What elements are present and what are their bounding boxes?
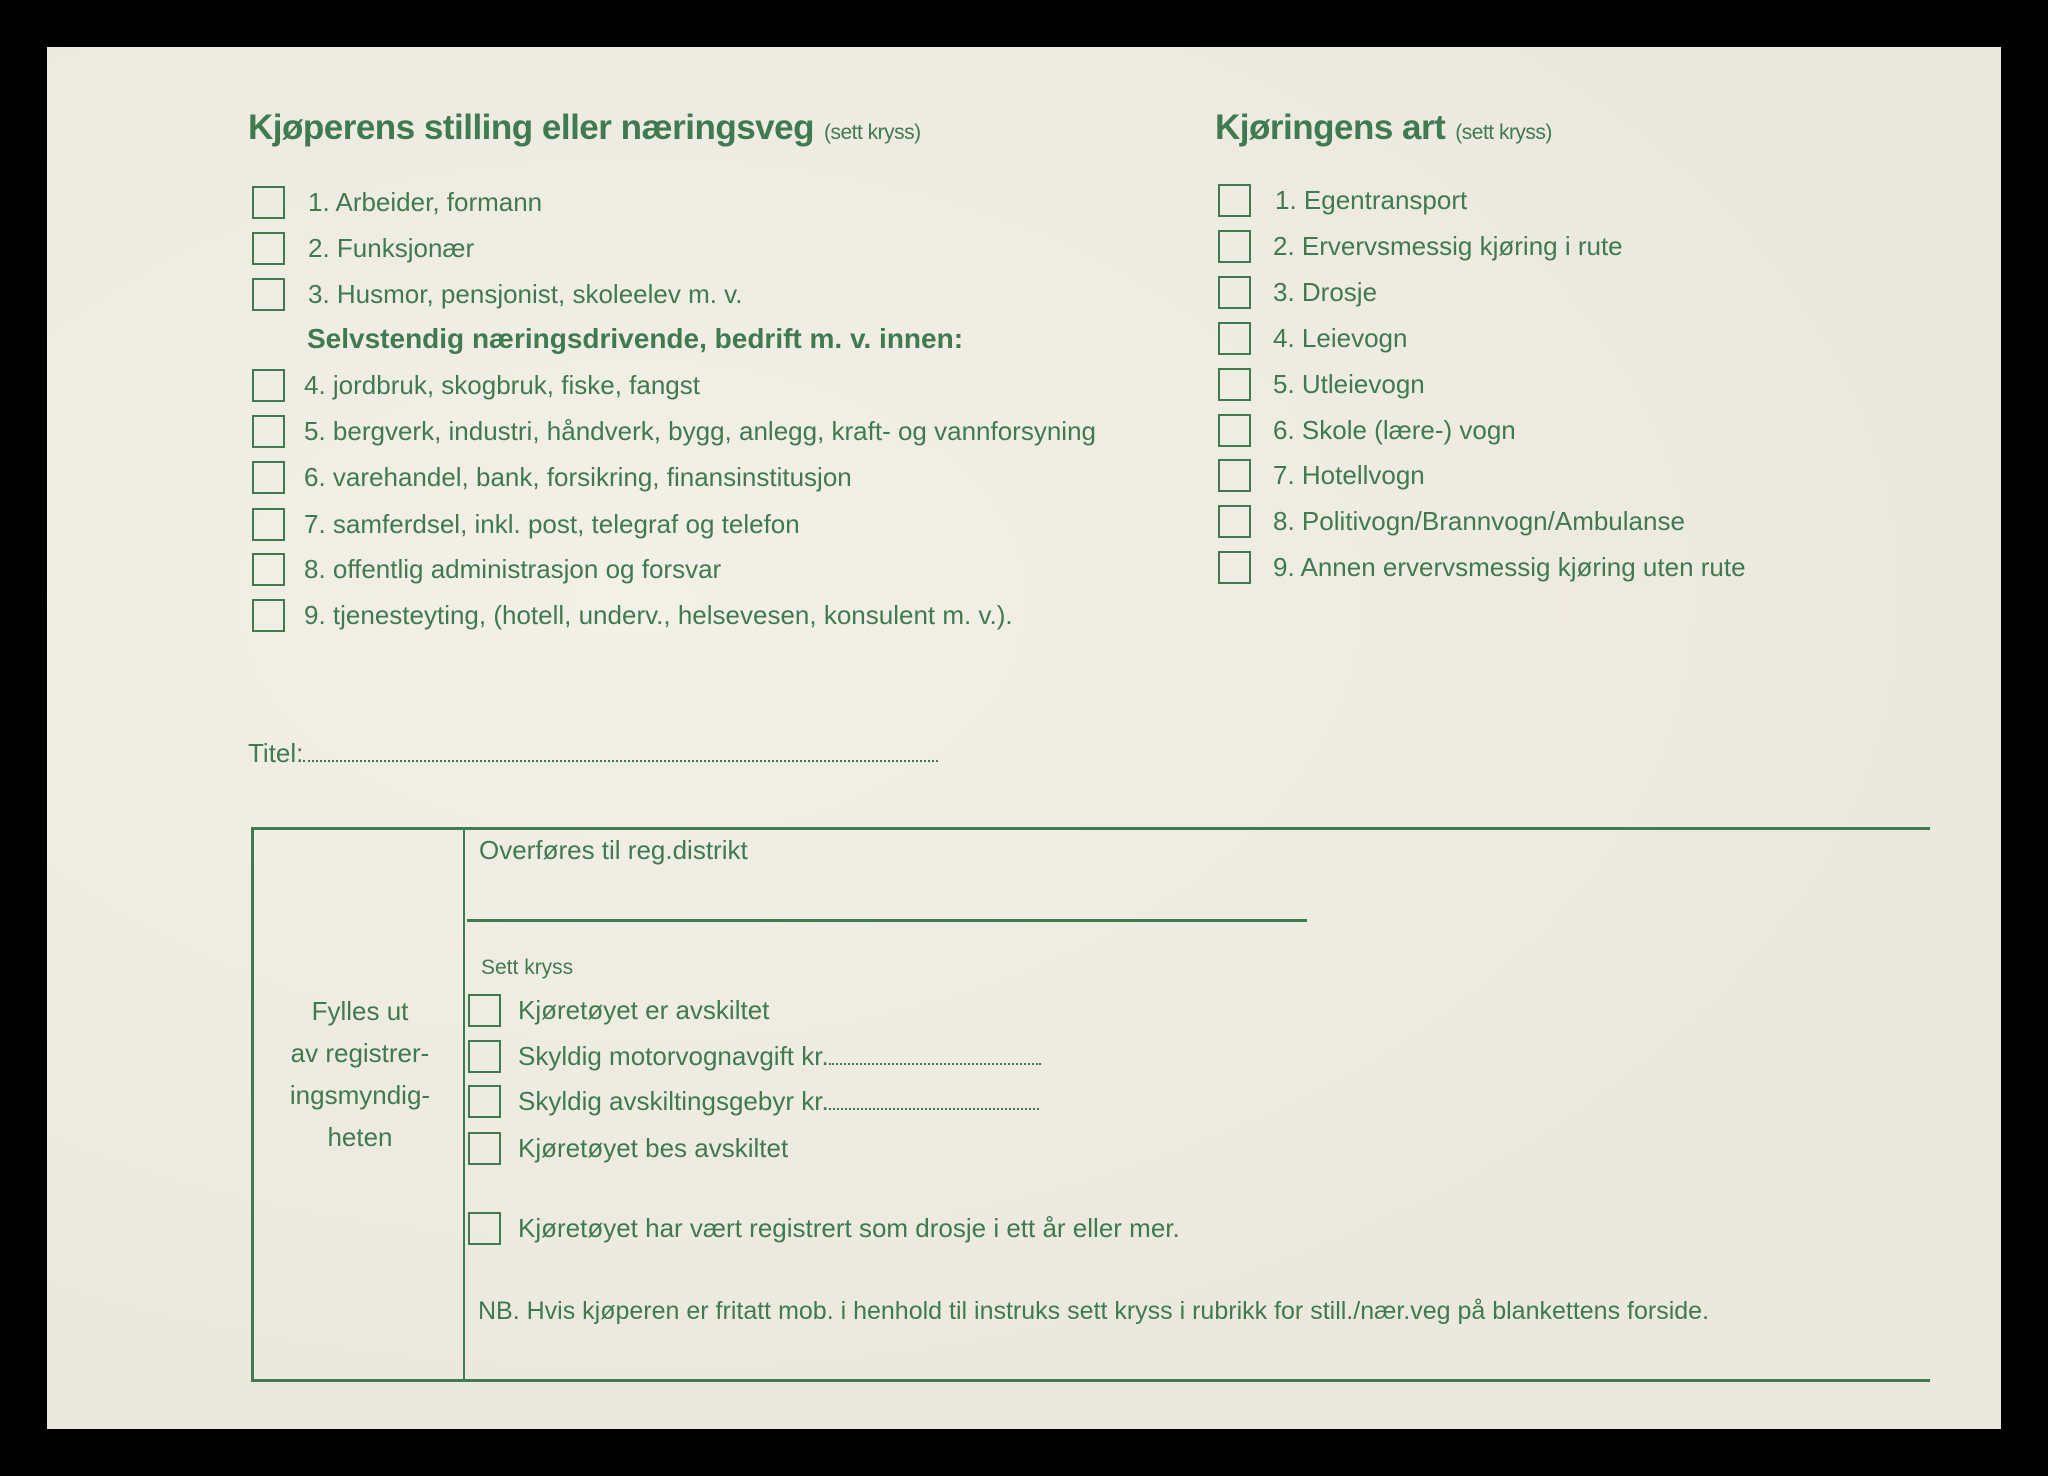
taxi-registration-checkbox[interactable] <box>468 1212 501 1245</box>
transfer-district-input-line[interactable] <box>467 919 1307 922</box>
heading-text: Kjøringens art <box>1215 108 1446 147</box>
occupation-checkbox-3[interactable] <box>252 278 285 311</box>
driving-type-label-9: 9. Annen ervervsmessig kjøring uten rute <box>1273 552 1746 582</box>
side-label-line: ingsmyndig- <box>289 1080 431 1110</box>
driving-type-label-6: 6. Skole (lære-) vogn <box>1273 415 1516 445</box>
driving-type-checkbox-8[interactable] <box>1218 505 1251 538</box>
occupation-checkbox-2[interactable] <box>252 232 285 265</box>
office-checkbox-4[interactable] <box>468 1132 501 1165</box>
driving-type-checkbox-6[interactable] <box>1218 414 1251 447</box>
driving-type-label-3: 3. Drosje <box>1273 277 1378 307</box>
occupation-checkbox-8[interactable] <box>252 553 285 586</box>
amount-dotted-line[interactable] <box>829 1108 1039 1110</box>
occupation-label-5: 5. bergverk, industri, håndverk, bygg, anlegg, kraft- og vannforsyning <box>304 416 1096 446</box>
box-left-border <box>251 827 254 1382</box>
driving-type-label-4: 4. Leievogn <box>1273 323 1408 353</box>
taxi-registration-label: Kjøretøyet har vært registrert som drosje i ett år eller mer. <box>518 1213 1180 1243</box>
driving-type-checkbox-3[interactable] <box>1218 276 1251 309</box>
office-checkbox-3[interactable] <box>468 1085 501 1118</box>
side-label-line: heten <box>327 1122 393 1152</box>
occupation-checkbox-1[interactable] <box>252 186 285 219</box>
driving-type-checkbox-9[interactable] <box>1218 551 1251 584</box>
occupation-checkbox-4[interactable] <box>252 369 285 402</box>
transfer-district-label: Overføres til reg.distrikt <box>479 835 748 865</box>
driving-type-checkbox-4[interactable] <box>1218 322 1251 355</box>
title-dotted-line[interactable] <box>303 760 938 762</box>
driving-type-label-7: 7. Hotellvogn <box>1273 460 1425 490</box>
driving-type-checkbox-2[interactable] <box>1218 230 1251 263</box>
driving-type-label-1: 1. Egentransport <box>1275 185 1468 215</box>
occupation-label-3: 3. Husmor, pensjonist, skoleelev m. v. <box>308 279 743 309</box>
occupation-checkbox-5[interactable] <box>252 415 285 448</box>
check-instruction: Sett kryss <box>481 956 574 979</box>
heading-text: Kjøperens stilling eller næringsveg <box>248 108 814 147</box>
title-label: Titel: <box>248 738 304 768</box>
office-check-label-2: Skyldig motorvognavgift kr. <box>518 1041 829 1071</box>
driving-type-checkbox-1[interactable] <box>1218 184 1251 217</box>
nb-note: NB. Hvis kjøperen er fritatt mob. i henhold til instruks sett kryss i rubrikk for still./nær.veg på blankettens forside. <box>478 1297 1710 1325</box>
title-field[interactable] <box>248 738 938 769</box>
occupation-label-1: 1. Arbeider, formann <box>308 187 543 217</box>
box-bottom-border <box>252 1379 1930 1382</box>
occupation-label-8: 8. offentlig administrasjon og forsvar <box>304 554 722 584</box>
heading-note: (sett kryss) <box>823 121 921 144</box>
occupation-checkbox-7[interactable] <box>252 508 285 541</box>
occupation-label-7: 7. samferdsel, inkl. post, telegraf og telefon <box>304 509 800 539</box>
driving-type-label-8: 8. Politivogn/Brannvogn/Ambulanse <box>1273 506 1685 536</box>
box-divider <box>463 827 465 1382</box>
amount-dotted-line[interactable] <box>829 1063 1041 1065</box>
driving-type-heading <box>1215 108 1552 148</box>
occupation-label-2: 2. Funksjonær <box>308 233 475 263</box>
side-label-line: Fylles ut <box>311 996 409 1026</box>
driving-type-label-2: 2. Ervervsmessig kjøring i rute <box>1273 231 1623 261</box>
side-label-line: av registrer- <box>290 1038 430 1068</box>
buyer-occupation-heading <box>248 108 921 148</box>
occupation-checkbox-6[interactable] <box>252 461 285 494</box>
self-employed-subheading: Selvstendig næringsdrivende, bedrift m. v. innen: <box>307 323 964 354</box>
box-top-border <box>252 827 1930 830</box>
registry-authority-label <box>260 990 460 1158</box>
office-check-label-4: Kjøretøyet bes avskiltet <box>518 1133 789 1163</box>
motor-tax-field[interactable] <box>518 1041 1041 1072</box>
deregistration-fee-field[interactable] <box>518 1086 1039 1117</box>
driving-type-checkbox-7[interactable] <box>1218 459 1251 492</box>
occupation-checkbox-9[interactable] <box>252 599 285 632</box>
office-check-label-3: Skyldig avskiltingsgebyr kr. <box>518 1086 829 1116</box>
heading-note: (sett kryss) <box>1455 121 1552 144</box>
occupation-label-4: 4. jordbruk, skogbruk, fiske, fangst <box>304 370 700 400</box>
occupation-label-9: 9. tjenesteyting, (hotell, underv., helsevesen, konsulent m. v.). <box>304 600 1013 630</box>
office-check-label-1: Kjøretøyet er avskiltet <box>518 995 770 1025</box>
driving-type-checkbox-5[interactable] <box>1218 368 1251 401</box>
office-checkbox-2[interactable] <box>468 1040 501 1073</box>
office-checkbox-1[interactable] <box>468 994 501 1027</box>
driving-type-label-5: 5. Utleievogn <box>1273 369 1425 399</box>
occupation-label-6: 6. varehandel, bank, forsikring, finansinstitusjon <box>304 462 852 492</box>
